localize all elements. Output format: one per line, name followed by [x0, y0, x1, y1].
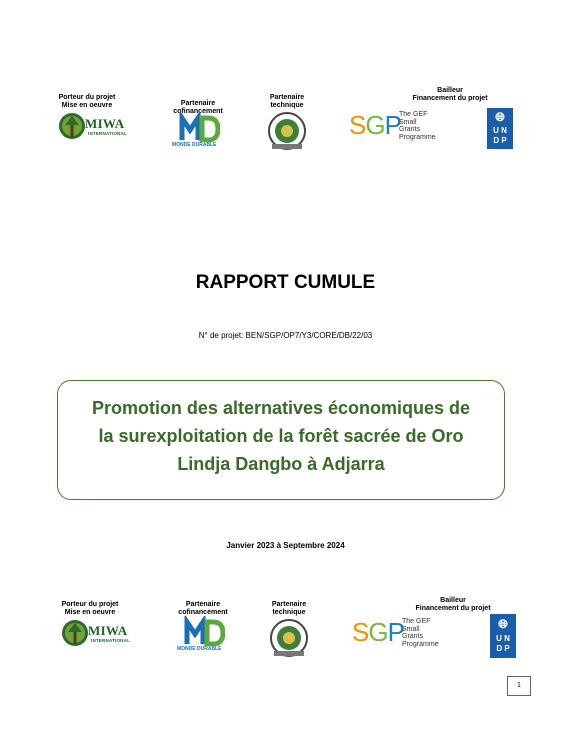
sgp-wordmark: SGP — [349, 110, 401, 140]
caption-line: Bailleur — [437, 87, 463, 94]
gef-line: Small Grants — [399, 118, 421, 133]
page-number: 1 — [507, 676, 531, 696]
undp-logo — [490, 614, 516, 658]
un-globe-icon: 🌐︎ — [495, 110, 505, 124]
caption-line: Financement du projet — [415, 605, 491, 612]
md-logo-icon — [176, 112, 220, 142]
undp-line: D P — [493, 136, 507, 145]
subtitle-line: Lindja Dangbo à Adjarra — [177, 454, 385, 474]
gef-line: The GEF — [399, 111, 428, 118]
report-title: RAPPORT CUMULE — [195, 272, 376, 293]
miwa-sub: INTERNATIONAL — [88, 131, 128, 136]
caption-line: Partenaire — [269, 94, 305, 101]
monde-durable-name: MONDE DURABLE — [177, 646, 222, 652]
gef-line: Small Grants — [402, 625, 424, 640]
undp-logo — [487, 108, 513, 149]
miwa-logo — [58, 111, 128, 146]
caption-line: Bailleur — [440, 597, 466, 604]
un-globe-icon: 🌐︎ — [498, 617, 508, 631]
monde-durable-logo — [172, 112, 220, 148]
md-logo-icon — [181, 616, 225, 646]
monde-durable-name: MONDE DURABLE — [172, 142, 217, 148]
tree-icon — [61, 618, 89, 648]
undp-line: U N — [496, 634, 510, 643]
sgp-caption — [408, 597, 498, 613]
caption-line: technique — [270, 102, 304, 109]
mairie-seal — [266, 111, 308, 156]
gef-text — [399, 111, 439, 141]
miwa-caption — [55, 601, 125, 617]
gef-text — [402, 618, 442, 648]
report-period: Janvier 2023 à Septembre 2024 — [226, 541, 345, 550]
caption-line: Partenaire — [271, 601, 307, 608]
miwa-name: MIWA — [85, 116, 125, 131]
miwa-sub: INTERNATIONAL — [91, 638, 131, 643]
tree-icon — [58, 111, 86, 141]
mairie-seal — [268, 618, 310, 663]
caption-line: cofinancement — [178, 609, 228, 616]
caption-line: Porteur du projet — [58, 94, 116, 101]
miwa-caption — [52, 94, 122, 110]
undp-line: D P — [496, 644, 510, 653]
report-subtitle — [60, 394, 502, 478]
miwa-logo — [61, 618, 131, 653]
caption-line: Mise en oeuvre — [61, 102, 113, 109]
subtitle-line: Promotion des alternatives économiques de — [91, 398, 471, 418]
gef-line: Programme — [402, 640, 439, 648]
mairie-caption — [264, 601, 314, 617]
seal-icon — [268, 618, 310, 658]
caption-line: cofinancement — [173, 108, 223, 115]
miwa-name: MIWA — [88, 623, 128, 638]
gef-line: Programme — [399, 133, 436, 141]
caption-line: Partenaire — [185, 601, 221, 608]
monde-durable-caption — [173, 601, 233, 617]
sgp-wordmark: SGP — [352, 617, 404, 647]
sgp-caption — [405, 87, 495, 103]
undp-line: U N — [493, 126, 507, 135]
project-number: N° de projet: BEN/SGP/OP7/Y3/CORE/DB/22/03 — [198, 331, 373, 340]
caption-line: technique — [272, 609, 306, 616]
caption-line: Partenaire — [180, 100, 216, 107]
caption-line: Mise en oeuvre — [64, 609, 116, 616]
caption-line: Financement du projet — [412, 95, 488, 102]
monde-durable-logo — [177, 616, 225, 652]
subtitle-line: la surexploitation de la forêt sacrée de Oro — [98, 426, 464, 446]
seal-icon — [266, 111, 308, 151]
mairie-caption — [262, 94, 312, 110]
sgp-logo — [349, 110, 439, 144]
gef-line: The GEF — [402, 618, 431, 625]
caption-line: Porteur du projet — [61, 601, 119, 608]
sgp-logo — [352, 617, 442, 651]
